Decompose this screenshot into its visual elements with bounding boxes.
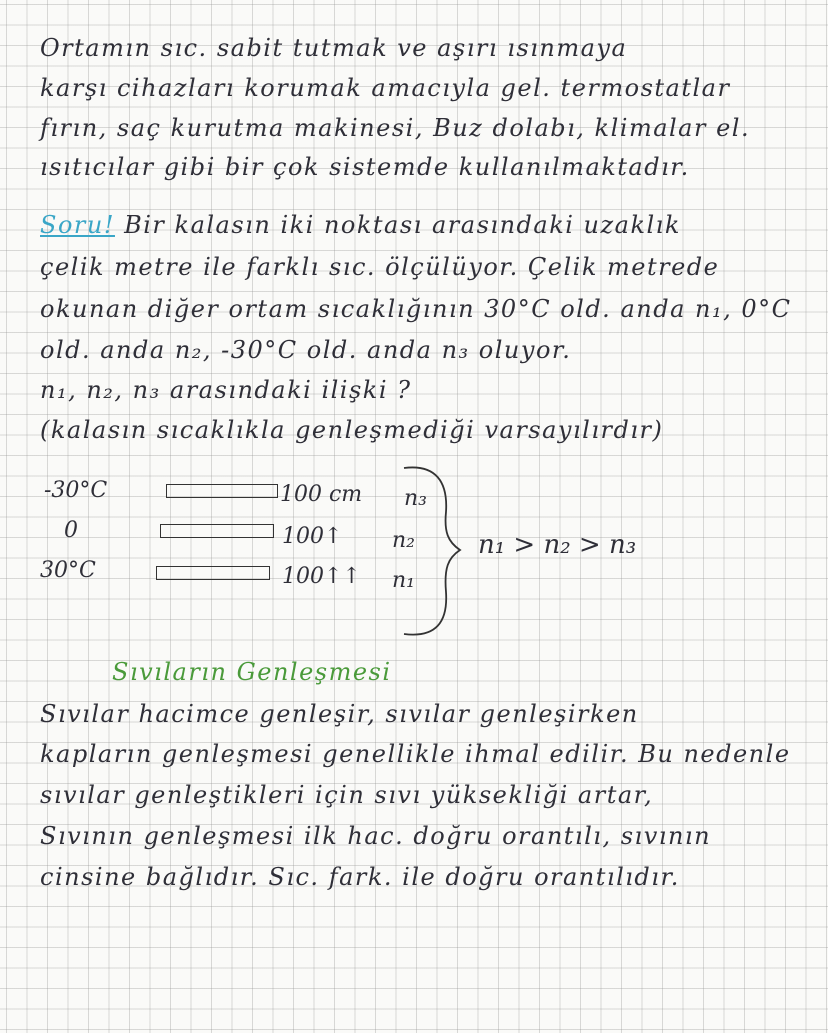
question-line-5: n₁, n₂, n₃ arasındaki ilişki ?	[40, 376, 412, 404]
reading-label-2: 100↑	[282, 524, 343, 549]
curly-brace	[396, 462, 476, 642]
n-label-1: n₃	[404, 486, 427, 511]
question-line-4: old. anda n₂, -30°C old. anda n₃ oluyor.	[40, 336, 572, 364]
temp-label-1: -30°C	[44, 478, 108, 503]
question-line-2: çelik metre ile farklı sıc. ölçülüyor. Çelik metrede	[40, 253, 720, 281]
section-line-4: Sıvının genleşmesi ilk hac. doğru orantılı, sıvının	[40, 822, 712, 850]
reading-label-1: 100 cm	[280, 482, 363, 507]
question-line-3: okunan diğer ortam sıcaklığının 30°C old. anda n₁, 0°C	[40, 295, 792, 323]
temp-label-3: 30°C	[40, 558, 96, 583]
section-heading: Sıvıların Genleşmesi	[112, 658, 392, 686]
n-label-2: n₂	[392, 528, 415, 553]
section-line-1: Sıvılar hacimce genleşir, sıvılar genleşirken	[40, 700, 639, 728]
question-label: Soru!	[40, 211, 115, 239]
section-line-2: kapların genleşmesi genellikle ihmal edilir. Bu nedenle	[40, 740, 791, 768]
tape-measure-rod-2	[160, 524, 274, 538]
reading-label-3: 100↑↑	[282, 564, 361, 589]
temp-label-2: 0	[64, 518, 78, 543]
question-text-1: Bir kalasın iki noktası arasındaki uzaklık	[124, 211, 681, 239]
section-line-5: cinsine bağlıdır. Sıc. fark. ile doğru orantılıdır.	[40, 863, 680, 891]
text-line-3: fırın, saç kurutma makinesi, Buz dolabı, klimalar el.	[40, 114, 751, 142]
tape-measure-rod-1	[166, 484, 278, 498]
n-label-3: n₁	[392, 568, 415, 593]
text-line-1: Ortamın sıc. sabit tutmak ve aşırı ısınmaya	[40, 34, 628, 62]
question-line-6: (kalasın sıcaklıkla genleşmediği varsayılırdır)	[40, 416, 664, 444]
tape-measure-rod-3	[156, 566, 270, 580]
section-line-3: sıvılar genleştikleri için sıvı yüksekliği artar,	[40, 781, 654, 809]
relation-result: n₁ > n₂ > n₃	[478, 530, 637, 560]
question-line-1	[40, 213, 681, 237]
text-line-2: karşı cihazları korumak amacıyla gel. termostatlar	[40, 74, 731, 102]
text-line-4: ısıtıcılar gibi bir çok sistemde kullanılmaktadır.	[40, 153, 690, 181]
